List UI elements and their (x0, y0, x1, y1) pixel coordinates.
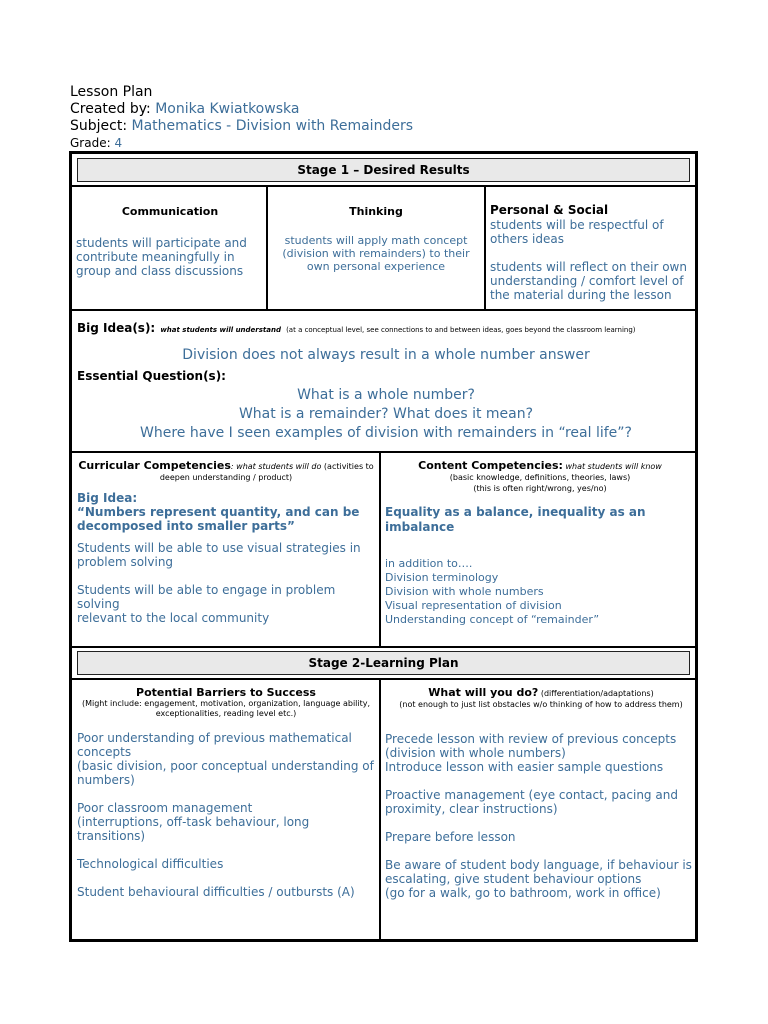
content-main: Equality as a balance, inequality as an imbalance (385, 505, 646, 534)
whatdo-heading: What will you do? (428, 686, 539, 699)
content-heading-block (385, 460, 695, 494)
whatdo-note: (not enough to just list obstacles w/o thinking of how to address them) (399, 700, 683, 709)
divider (266, 185, 268, 309)
content-addition: in addition to…. (385, 557, 473, 570)
essential-question-3: Where have I seen examples of division with remainders in “real life”? (140, 425, 632, 441)
big-ideas-italic: what students will understand (160, 326, 281, 334)
barrier-item-2b: (interruptions, off-task behaviour, long transitions) (77, 815, 310, 843)
divider (72, 646, 695, 648)
barriers-note: (Might include: engagement, motivation, organization, language ability, exceptionalities, reading level etc.) (81, 699, 371, 718)
divider (484, 185, 486, 309)
whatdo-heading-note: (differentiation/adaptations) (540, 689, 654, 698)
curricular-competencies-cell (77, 460, 375, 625)
content-list (385, 571, 695, 627)
content-competencies-cell (385, 460, 695, 627)
barriers-heading: Potential Barriers to Success (136, 686, 316, 699)
whatdo-item-1b: Introduce lesson with easier sample questions (385, 760, 664, 774)
barrier-item-2a: Poor classroom management (77, 801, 253, 815)
barrier-item-4: Student behavioural difficulties / outbursts (A) (77, 885, 355, 899)
grade-label: Grade: (70, 136, 111, 150)
subject-value: Mathematics - Division with Remainders (131, 118, 413, 134)
curricular-big-idea-label: Big Idea: (77, 491, 138, 505)
thinking-cell (272, 205, 480, 273)
divider (72, 451, 695, 453)
content-note-1: (basic knowledge, definitions, theories, laws) (449, 473, 631, 482)
curricular-heading-block (77, 460, 375, 483)
curricular-item-3: relevant to the local community (77, 611, 270, 625)
thinking-heading: Thinking (349, 205, 403, 218)
subject-line (70, 117, 413, 135)
curricular-big-idea-text: “Numbers represent quantity, and can be decomposed into smaller parts” (77, 505, 360, 533)
divider (72, 309, 695, 311)
lesson-plan-table (69, 151, 698, 942)
doc-title: Lesson Plan (70, 84, 153, 100)
divider (72, 185, 695, 187)
personal-social-heading: Personal & Social (490, 203, 609, 217)
big-ideas-line (77, 317, 695, 336)
barrier-item-1a: Poor understanding of previous mathematical concepts (77, 731, 352, 759)
subject-label: Subject: (70, 118, 128, 134)
content-note-2: (this is often right/wrong, yes/no) (473, 484, 607, 493)
communication-cell (76, 205, 264, 278)
essential-question-2: What is a remainder? What does it mean? (238, 406, 534, 422)
curricular-heading: Curricular Competencies (78, 459, 231, 472)
personal-social-text-2: students will reflect on their own understanding / comfort level of the material during the lesson (490, 260, 687, 302)
content-heading: Content Competencies: (418, 459, 563, 472)
curricular-item-1: Students will be able to use visual strategies in problem solving (77, 541, 361, 569)
essential-question-1: What is a whole number? (297, 387, 475, 403)
personal-social-cell (490, 203, 695, 302)
whatdo-item-1a: Precede lesson with review of previous concepts (division with whole numbers) (385, 732, 677, 760)
whatdo-item-3: Prepare before lesson (385, 830, 516, 844)
list-item: Understanding concept of “remainder” (385, 613, 600, 626)
what-will-you-do-cell (385, 686, 697, 900)
barriers-cell (77, 686, 375, 899)
curricular-item-2: Students will be able to engage in problem solving (77, 583, 336, 611)
personal-social-text-1: students will be respectful of others ideas (490, 218, 664, 246)
content-italic: what students will know (565, 462, 662, 471)
divider (379, 678, 381, 942)
barrier-item-1b: (basic division, poor conceptual understanding of numbers) (77, 759, 374, 787)
big-ideas-note: (at a conceptual level, see connections to and between ideas, goes beyond the classroom learning) (286, 326, 636, 334)
whatdo-item-4b: (go for a walk, go to bathroom, work in office) (385, 886, 661, 900)
created-by-value: Monika Kwiatkowska (155, 101, 300, 117)
big-ideas-answer: Division does not always result in a whole number answer (182, 347, 590, 363)
big-ideas-section (77, 317, 695, 443)
list-item: Division terminology (385, 571, 499, 584)
essential-questions (77, 386, 695, 443)
created-by-line (70, 100, 299, 118)
stage1-title: Stage 1 – Desired Results (77, 158, 690, 182)
communication-heading: Communication (121, 205, 219, 218)
list-item: Division with whole numbers (385, 585, 544, 598)
thinking-text: students will apply math concept (division with remainders) to their own personal experience (282, 234, 470, 273)
grade-line (70, 134, 122, 152)
essential-question-label: Essential Question(s): (77, 369, 226, 383)
curricular-note: (activities to deepen understanding / product) (159, 462, 374, 482)
whatdo-heading-block (385, 686, 697, 700)
communication-text: students will participate and contribute meaningfully in group and class discussions (76, 236, 247, 278)
list-item: Visual representation of division (385, 599, 562, 612)
stage2-title: Stage 2-Learning Plan (77, 651, 690, 675)
whatdo-item-4a: Be aware of student body language, if behaviour is escalating, give student behaviour options (385, 858, 692, 886)
created-by-label: Created by: (70, 101, 151, 117)
grade-value: 4 (114, 136, 123, 150)
whatdo-item-2: Proactive management (eye contact, pacing and proximity, clear instructions) (385, 788, 678, 816)
curricular-italic: : what students will do (230, 462, 322, 471)
divider (379, 451, 381, 646)
big-ideas-label: Big Idea(s): (77, 321, 156, 335)
barrier-item-3: Technological difficulties (77, 857, 224, 871)
divider (72, 678, 695, 680)
